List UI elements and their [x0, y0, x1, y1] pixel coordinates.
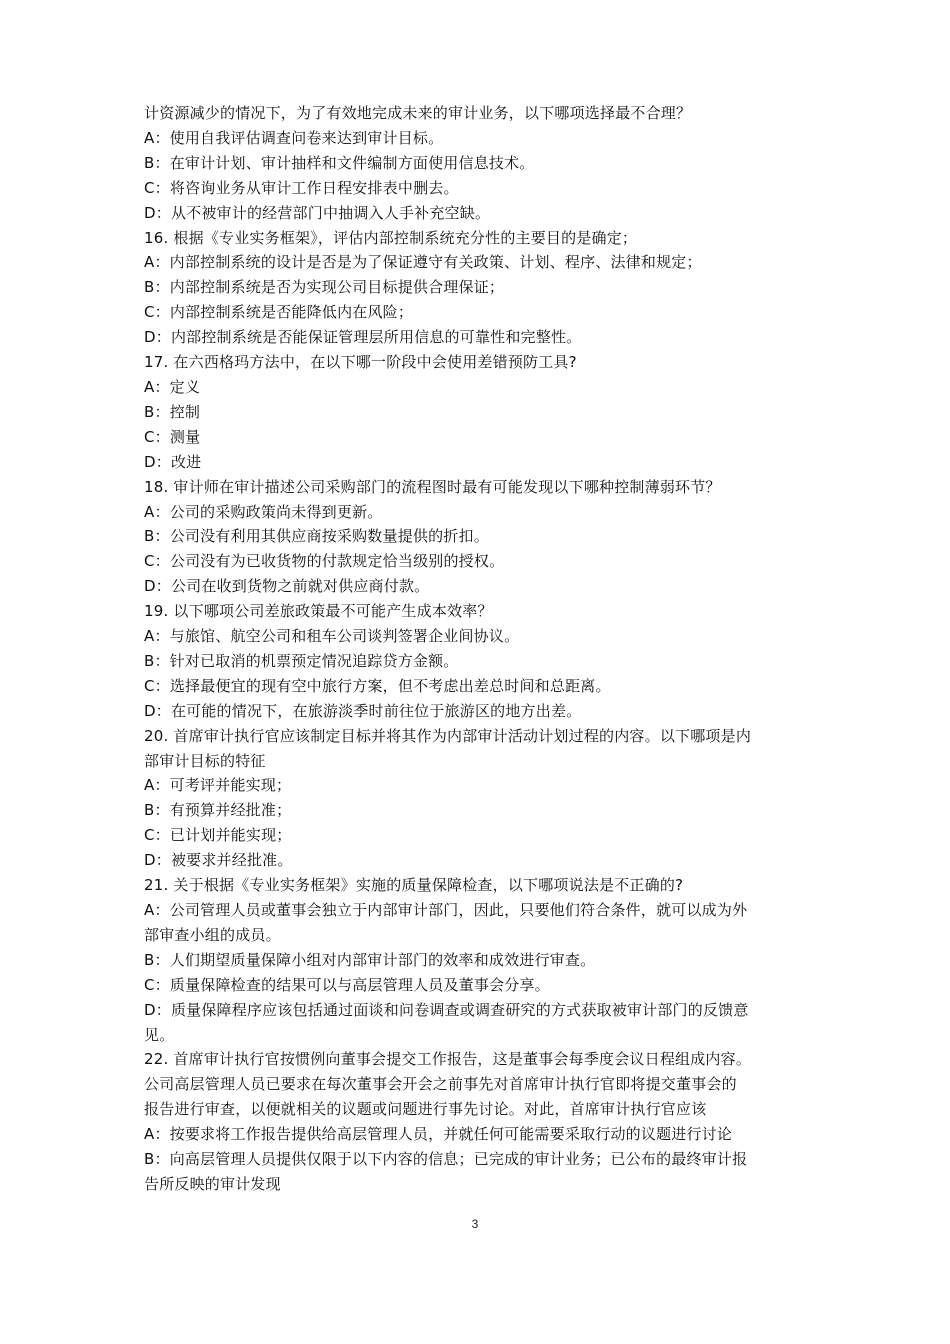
text-line: 部审查小组的成员。 — [144, 925, 281, 944]
text-line: 报告进行审查，以便就相关的议题或问题进行事先讨论。对此，首席审计执行官应该 — [144, 1100, 707, 1119]
text-line: D：被要求并经批准。 — [144, 851, 293, 870]
text-line: B：向高层管理人员提供仅限于以下内容的信息；已完成的审计业务；已公布的最终审计报 — [144, 1150, 748, 1169]
text-line: D：内部控制系统是否能保证管理层所用信息的可靠性和完整性。 — [144, 328, 582, 347]
text-line: 部审计目标的特征 — [144, 751, 266, 770]
text-line: 见。 — [144, 1025, 175, 1044]
text-line: 公司高层管理人员已要求在每次董事会开会之前事先对首席审计执行官即将提交董事会的 — [144, 1075, 737, 1094]
text-line: C：内部控制系统是否能降低内在风险； — [144, 303, 414, 322]
text-line: A：使用自我评估调查问卷来达到审计目标。 — [144, 128, 444, 147]
question-22: 22. 首席审计执行官按惯例向董事会提交工作报告，这是董事会每季度会议日程组成内容。 — [144, 1050, 752, 1069]
text-line: 告所反映的审计发现 — [144, 1174, 281, 1193]
text-line: A：可考评并能实现； — [144, 776, 292, 795]
text-line: C：质量保障检查的结果可以与高层管理人员及董事会分享。 — [144, 975, 550, 994]
text-line: A：公司管理人员或董事会独立于内部审计部门，因此，只要他们符合条件，就可以成为外 — [144, 901, 748, 919]
text-line: B：内部控制系统是否为实现公司目标提供合理保证； — [144, 278, 505, 297]
text-line: A：与旅馆、航空公司和租车公司谈判签署企业间协议。 — [144, 627, 520, 646]
question-20: 20. 首席审计执行官应该制定目标并将其作为内部审计活动计划过程的内容。以下哪项是内 — [144, 726, 752, 745]
text-line: D：在可能的情况下，在旅游淡季时前往位于旅游区的地方出差。 — [144, 701, 582, 720]
text-line: A：公司的采购政策尚未得到更新。 — [144, 502, 383, 521]
question-16: 16. 根据《专业实务框架》，评估内部控制系统充分性的主要目的是确定； — [144, 228, 638, 247]
text-line: B：控制 — [144, 402, 201, 421]
page-number: 3 — [471, 1217, 479, 1231]
document-body — [144, 101, 816, 1197]
question-19: 19. 以下哪项公司差旅政策最不可能产生成本效率？ — [144, 602, 493, 621]
text-line: D：质量保障程序应该包括通过面谈和问卷调查或调查研究的方式获取被审计部门的反馈意 — [144, 1000, 749, 1019]
question-18: 18. 审计师在审计描述公司采购部门的流程图时最有可能发现以下哪种控制薄弱环节？ — [144, 477, 721, 496]
text-line: A：内部控制系统的设计是否是为了保证遵守有关政策、计划、程序、法律和规定； — [144, 253, 702, 272]
text-line: D：改进 — [144, 452, 202, 471]
text-line: C：测量 — [144, 427, 201, 446]
text-line: B：针对已取消的机票预定情况追踪贷方金额。 — [144, 651, 459, 670]
text-line: 计资源减少的情况下，为了有效地完成未来的审计业务，以下哪项选择最不合理？ — [144, 104, 692, 122]
text-line: B：有预算并经批准； — [144, 801, 292, 820]
question-17: 17. 在六西格玛方法中，在以下哪一阶段中会使用差错预防工具? — [144, 353, 577, 372]
text-line: C：公司没有为已收货物的付款规定恰当级别的授权。 — [144, 552, 505, 571]
text-line: B：公司没有利用其供应商按采购数量提供的折扣。 — [144, 527, 489, 546]
text-line: A：定义 — [144, 377, 201, 396]
text-line: B：人们期望质量保障小组对内部审计部门的效率和成效进行审查。 — [144, 950, 596, 969]
text-line: C：已计划并能实现； — [144, 826, 292, 845]
text-line: C：将咨询业务从审计工作日程安排表中删去。 — [144, 178, 459, 197]
text-line: D：从不被审计的经营部门中抽调入人手补充空缺。 — [144, 203, 491, 222]
text-line: B：在审计计划、审计抽样和文件编制方面使用信息技术。 — [144, 153, 535, 172]
question-21: 21. 关于根据《专业实务框架》实施的质量保障检查，以下哪项说法是不正确的? — [144, 876, 684, 895]
text-line: D：公司在收到货物之前就对供应商付款。 — [144, 577, 430, 596]
text-line: A：按要求将工作报告提供给高层管理人员，并就任何可能需要采取行动的议题进行讨论 — [144, 1125, 733, 1144]
text-line: C：选择最便宜的现有空中旅行方案，但不考虑出差总时间和总距离。 — [144, 676, 611, 695]
